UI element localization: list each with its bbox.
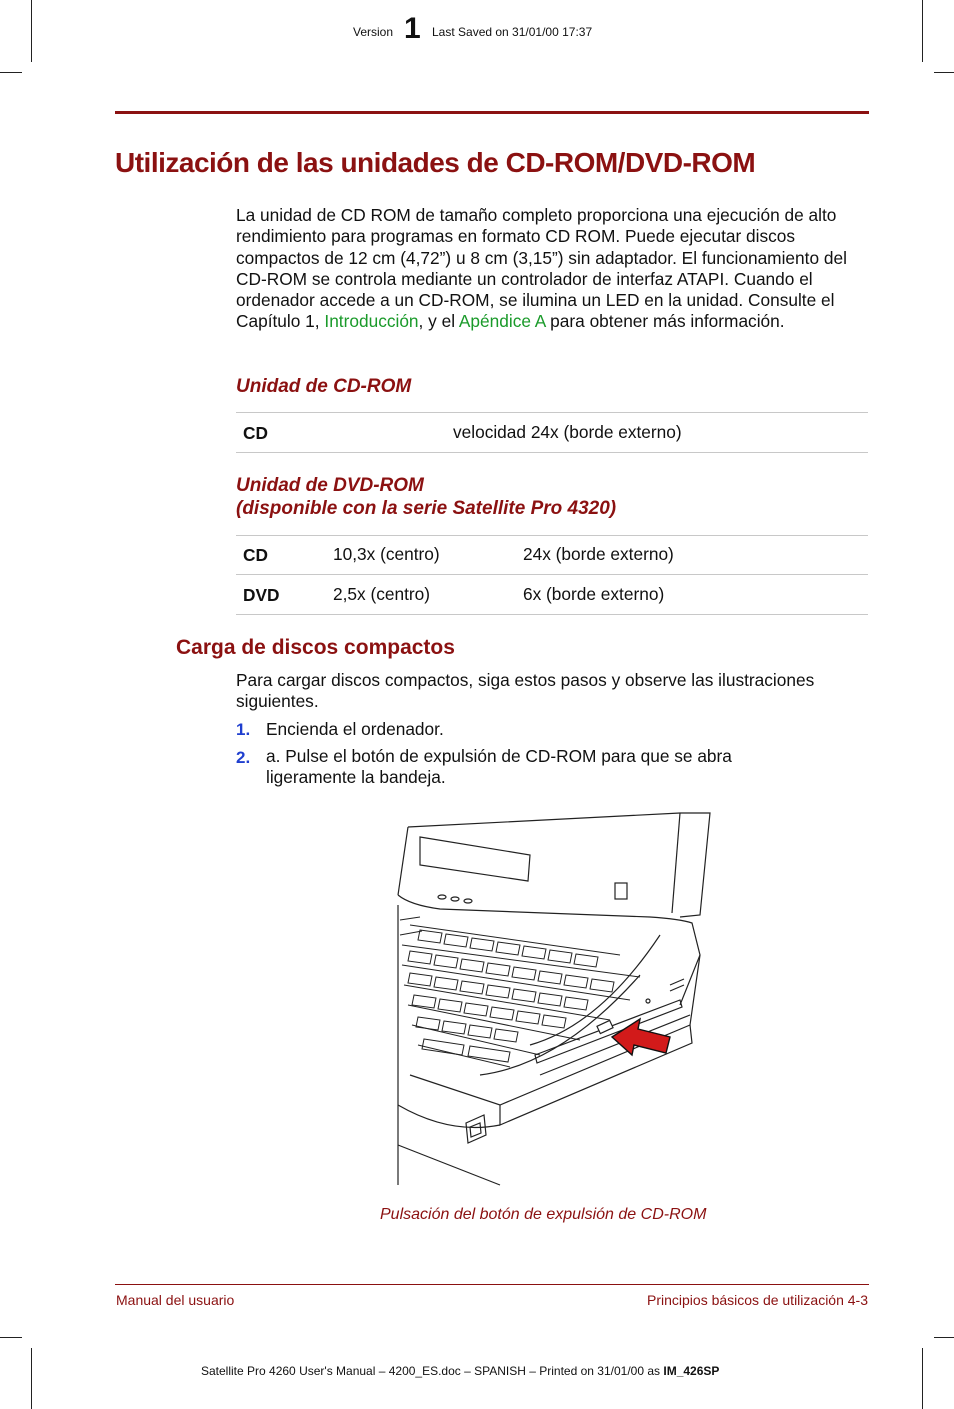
link-introduccion[interactable]: Introducción	[324, 311, 419, 332]
dvdrom-row-outer: 6x (borde externo)	[523, 584, 665, 604]
intro-text-middle: , y el	[418, 311, 459, 332]
intro-text-end: para obtener más información.	[545, 311, 785, 332]
cdrom-row-label: CD	[243, 423, 268, 443]
step-number: 1.	[236, 720, 251, 739]
laptop-eject-illustration	[380, 805, 720, 1195]
version-number: 1	[404, 12, 421, 45]
page-title: Utilización de las unidades de CD-ROM/DVD-ROM	[115, 147, 756, 178]
footer-left: Manual del usuario	[116, 1292, 235, 1308]
crop-mark	[922, 0, 923, 62]
dvdrom-row-label: CD	[243, 545, 268, 565]
cdrom-row-value: velocidad 24x (borde externo)	[453, 422, 682, 442]
table-line	[236, 614, 868, 615]
version-label: Version	[353, 25, 394, 39]
dvdrom-row-center: 2,5x (centro)	[333, 584, 431, 604]
crop-mark	[922, 1348, 923, 1409]
dvdrom-heading-line1: Unidad de DVD-ROM	[236, 475, 424, 496]
crop-mark	[934, 1337, 954, 1338]
step-text: a. Pulse el botón de expulsión de CD-ROM para que se abra ligeramente la bandeja.	[266, 746, 732, 788]
doc-code: IM_426SP	[663, 1364, 720, 1378]
dvdrom-row-center: 10,3x (centro)	[333, 544, 440, 564]
print-info	[201, 1364, 719, 1378]
crop-mark	[934, 72, 954, 73]
table-line	[236, 452, 868, 453]
table-line	[236, 412, 868, 413]
crop-mark	[0, 1337, 22, 1338]
step-text: Encienda el ordenador.	[266, 719, 444, 739]
dvdrom-row-outer: 24x (borde externo)	[523, 544, 674, 564]
table-line	[236, 535, 868, 536]
crop-mark	[0, 72, 22, 73]
dvdrom-heading-line2: (disponible con la serie Satellite Pro 4320)	[236, 498, 617, 519]
crop-mark	[31, 1348, 32, 1409]
step-number: 2.	[236, 748, 251, 767]
top-rule	[115, 111, 869, 114]
table-line	[236, 574, 868, 575]
loading-heading: Carga de discos compactos	[176, 636, 455, 659]
crop-mark	[31, 0, 32, 62]
loading-intro: Para cargar discos compactos, siga estos pasos y observe las ilustraciones siguientes.	[236, 670, 815, 712]
cdrom-heading: Unidad de CD-ROM	[236, 376, 412, 397]
print-info-text: Satellite Pro 4260 User's Manual – 4200_ES.doc – SPANISH – Printed on 31/01/00 as	[201, 1364, 664, 1378]
dvdrom-row-label: DVD	[243, 585, 280, 605]
intro-paragraph	[236, 205, 876, 333]
figure-caption: Pulsación del botón de expulsión de CD-ROM	[380, 1206, 707, 1223]
last-saved: Last Saved on 31/01/00 17:37	[432, 25, 593, 39]
link-apendice-a[interactable]: Apéndice A	[458, 311, 546, 332]
footer-rule	[115, 1284, 869, 1285]
footer-right: Principios básicos de utilización 4-3	[647, 1292, 868, 1308]
intro-text: La unidad de CD ROM de tamaño completo proporciona una ejecución de alto rendimiento para programas en formato CD ROM. Puede ejecutar discos compactos de 12 cm (4,72”) u 8 cm (3,15”) sin adaptador. El funcionamiento del CD-ROM se controla mediante un controlador de interfaz ATAPI. Cuando el ordenador accede a un CD-ROM, se ilumina un LED en la unidad. Consulte el Capítulo 1,	[236, 205, 847, 332]
